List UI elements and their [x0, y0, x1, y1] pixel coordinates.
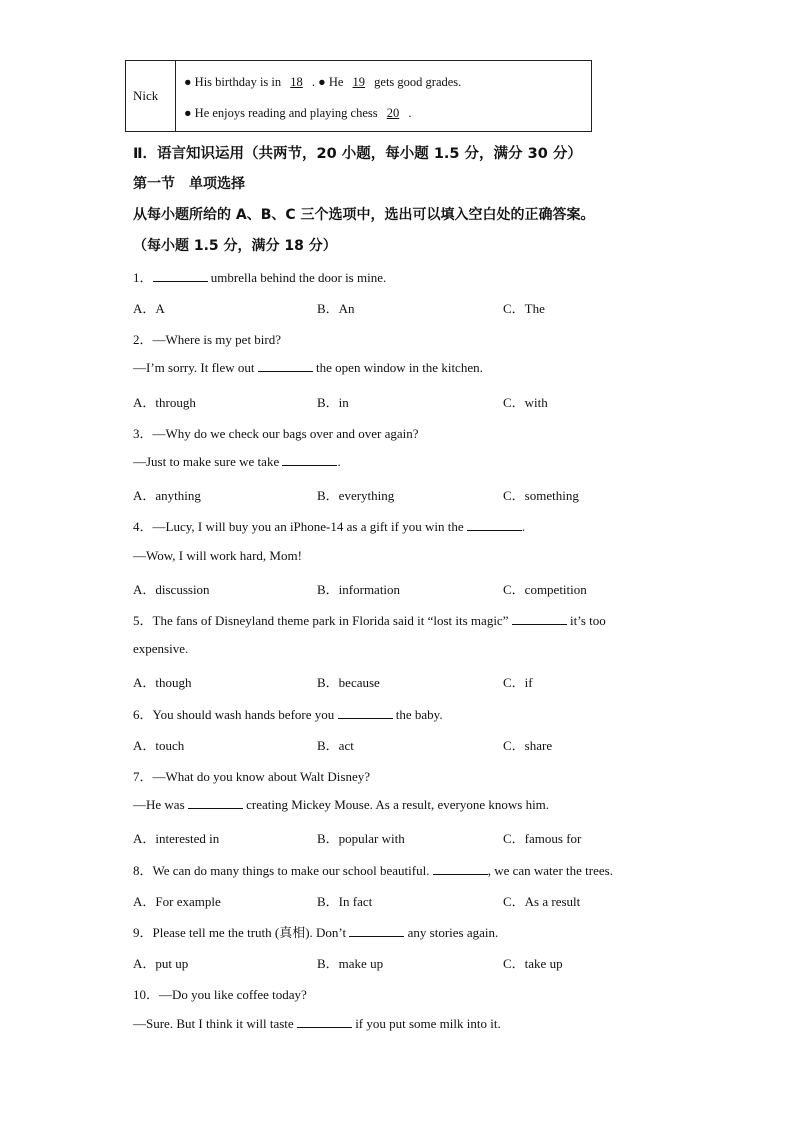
question-text: umbrella behind the door is mine.: [207, 270, 387, 285]
question-2: 2．—Where is my pet bird?: [133, 332, 282, 347]
question-text: .: [521, 519, 526, 534]
question-text: 4．—Lucy, I will buy you an iPhone-14 as a gift if you win the: [133, 519, 467, 534]
option-a: A．put up: [133, 956, 189, 971]
question-text: , we can water the trees.: [487, 863, 613, 878]
section-title: Ⅱ．语言知识运用（共两节，20 小题，每小题 1.5 分，满分 30 分）: [133, 146, 582, 162]
question-text: 1．: [133, 270, 153, 285]
option-c: C．share: [503, 738, 553, 753]
info-text: ● He enjoys reading and playing chess: [184, 106, 378, 120]
question-7-reply: [133, 797, 549, 813]
question-text: —Just to make sure we take: [133, 454, 283, 469]
info-text: gets good grades.: [374, 75, 462, 89]
instruction-1: 从每小题所给的 A、B、C 三个选项中，选出可以填入空白处的正确答案。: [133, 207, 595, 223]
option-a: A．discussion: [133, 582, 210, 597]
info-line-1: [184, 75, 461, 90]
option-b: B．In fact: [317, 894, 373, 909]
option-a: A．interested in: [133, 831, 220, 846]
question-4: [133, 516, 525, 535]
info-text: . ● He: [311, 75, 344, 89]
option-b: B．act: [317, 738, 354, 753]
question-text: —I’m sorry. It flew out: [133, 360, 258, 375]
blank-18: 18: [290, 75, 303, 89]
question-text: the baby.: [392, 707, 443, 722]
question-text: 5．The fans of Disneyland theme park in Florida said it “lost its magic”: [133, 613, 512, 628]
option-a: A．though: [133, 675, 192, 690]
info-line-2: [184, 106, 412, 121]
option-b: B．because: [317, 675, 380, 690]
blank-20: 20: [386, 106, 400, 120]
option-c: C．something: [503, 488, 579, 503]
question-text: 6．You should wash hands before you: [133, 707, 338, 722]
answer-blank: [282, 455, 337, 466]
question-text: the open window in the kitchen.: [312, 360, 483, 375]
question-8: [133, 860, 613, 879]
option-c: C．take up: [503, 956, 563, 971]
question-5: [133, 610, 606, 629]
option-b: B．make up: [317, 956, 384, 971]
question-text: if you put some milk into it.: [351, 1016, 501, 1031]
option-c: C．famous for: [503, 831, 582, 846]
question-9: [133, 922, 498, 941]
info-table: [125, 60, 592, 132]
answer-blank: [153, 271, 208, 282]
question-text: it’s too: [566, 613, 606, 628]
option-c: C．competition: [503, 582, 587, 597]
question-text: .: [337, 454, 341, 469]
option-b: B．popular with: [317, 831, 405, 846]
question-7: 7．—What do you know about Walt Disney?: [133, 769, 371, 784]
question-10-reply: [133, 1016, 501, 1032]
answer-blank: [349, 926, 404, 937]
question-5-continued: expensive.: [133, 641, 189, 656]
option-b: B．information: [317, 582, 401, 597]
option-b: B．in: [317, 395, 349, 410]
option-a: A．through: [133, 395, 196, 410]
question-6: [133, 704, 443, 723]
option-a: A．A: [133, 301, 165, 316]
answer-blank: [338, 708, 393, 719]
info-text: ● His birthday is in: [184, 75, 282, 89]
answer-blank: [467, 520, 522, 531]
question-text: 8．We can do many things to make our school beautiful.: [133, 863, 433, 878]
question-10: 10．—Do you like coffee today?: [133, 987, 307, 1002]
option-b: B．An: [317, 301, 355, 316]
option-a: A．For example: [133, 894, 221, 909]
option-a: A．touch: [133, 738, 185, 753]
info-name-cell: Nick: [126, 61, 176, 131]
question-text: —Sure. But I think it will taste: [133, 1016, 297, 1031]
question-4-reply: —Wow, I will work hard, Mom!: [133, 548, 302, 563]
answer-blank: [258, 361, 313, 372]
question-text: 9．Please tell me the truth (真相). Don’t: [133, 925, 350, 940]
instruction-2: （每小题 1.5 分，满分 18 分）: [133, 238, 337, 254]
question-text: —He was: [133, 797, 188, 812]
question-1: [133, 267, 386, 286]
part-title: 第一节 单项选择: [133, 176, 245, 192]
info-text: .: [408, 106, 412, 120]
option-c: C．The: [503, 301, 545, 316]
info-body-cell: [176, 61, 591, 131]
question-text: creating Mickey Mouse. As a result, everyone knows him.: [242, 797, 550, 812]
answer-blank: [297, 1017, 352, 1028]
question-2-reply: [133, 360, 483, 376]
option-c: C．with: [503, 395, 548, 410]
answer-blank: [512, 614, 567, 625]
option-a: A．anything: [133, 488, 201, 503]
option-b: B．everything: [317, 488, 395, 503]
option-c: C．if: [503, 675, 533, 690]
answer-blank: [188, 798, 243, 809]
question-3-reply: [133, 454, 341, 470]
question-3: 3．—Why do we check our bags over and over again?: [133, 426, 419, 441]
question-text: any stories again.: [404, 925, 499, 940]
option-c: C．As a result: [503, 894, 581, 909]
blank-19: 19: [352, 75, 366, 89]
answer-blank: [433, 864, 488, 875]
